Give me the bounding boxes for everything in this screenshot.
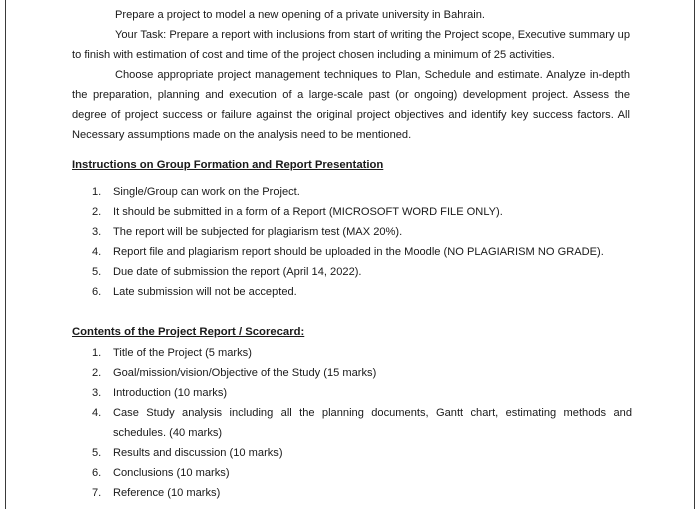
item-number: 7.	[92, 487, 102, 499]
page-left-edge	[5, 0, 6, 509]
page-right-edge	[694, 0, 695, 509]
list-item	[92, 262, 632, 282]
item-text: Reference (10 marks)	[113, 487, 221, 499]
list-item	[92, 363, 632, 383]
item-number: 1.	[92, 347, 102, 359]
item-number: 2.	[92, 367, 102, 379]
list-item	[92, 443, 632, 463]
item-number: 6.	[92, 467, 102, 479]
item-number: 5.	[92, 266, 102, 278]
list-item	[92, 343, 632, 363]
list-item	[92, 383, 632, 403]
list-item	[92, 202, 632, 222]
item-text: The report will be subjected for plagiarism test (MAX 20%).	[113, 226, 403, 238]
techniques-paragraph-text: Choose appropriate project management techniques to Plan, Schedule and estimate. Analyze in-depth the preparation, planning and execution of a large-scale past (or ongoing) development project. Assess the degree of project success or failure against the original project objectives and identify key success factors. All Necessary assumptions made on the analysis need to be mentioned.	[72, 69, 630, 141]
item-text: Conclusions (10 marks)	[113, 467, 230, 479]
item-number: 4.	[92, 407, 102, 419]
item-number: 3.	[92, 226, 102, 238]
item-text: Due date of submission the report (April 14, 2022).	[113, 266, 362, 278]
item-text: Late submission will not be accepted.	[113, 286, 297, 298]
list-item	[92, 182, 632, 202]
task-paragraph-text: Your Task: Prepare a report with inclusions from start of writing the Project scope, Executive summary up to finish with estimation of cost and time of the project chosen including a minimum of 25 activities.	[72, 29, 630, 61]
item-number: 4.	[92, 246, 102, 258]
instructions-heading: Instructions on Group Formation and Report Presentation	[72, 159, 384, 171]
list-item	[92, 242, 632, 262]
intro-line-text: Prepare a project to model a new opening of a private university in Bahrain.	[115, 9, 486, 21]
item-text: Title of the Project (5 marks)	[113, 347, 252, 359]
list-item	[92, 222, 632, 242]
list-item	[92, 463, 632, 483]
techniques-paragraph	[72, 65, 630, 145]
item-number: 5.	[92, 447, 102, 459]
item-text: Goal/mission/vision/Objective of the Study (15 marks)	[113, 367, 377, 379]
item-number: 3.	[92, 387, 102, 399]
task-paragraph	[72, 25, 630, 65]
item-number: 1.	[92, 186, 102, 198]
item-number: 2.	[92, 206, 102, 218]
item-text: Case Study analysis including all the planning documents, Gantt chart, estimating methods and schedules. (40 marks)	[113, 407, 632, 439]
item-text: Single/Group can work on the Project.	[113, 186, 300, 198]
item-number: 6.	[92, 286, 102, 298]
item-text: It should be submitted in a form of a Report (MICROSOFT WORD FILE ONLY).	[113, 206, 503, 218]
instructions-list	[92, 182, 632, 302]
item-text: Report file and plagiarism report should be uploaded in the Moodle (NO PLAGIARISM NO GRADE).	[113, 246, 604, 258]
list-item	[92, 403, 632, 443]
contents-heading: Contents of the Project Report / Scorecard:	[72, 326, 305, 338]
item-text: Introduction (10 marks)	[113, 387, 228, 399]
intro-line	[72, 5, 630, 25]
list-item	[92, 483, 632, 503]
item-text: Results and discussion (10 marks)	[113, 447, 283, 459]
contents-list	[92, 343, 632, 503]
list-item	[92, 282, 632, 302]
